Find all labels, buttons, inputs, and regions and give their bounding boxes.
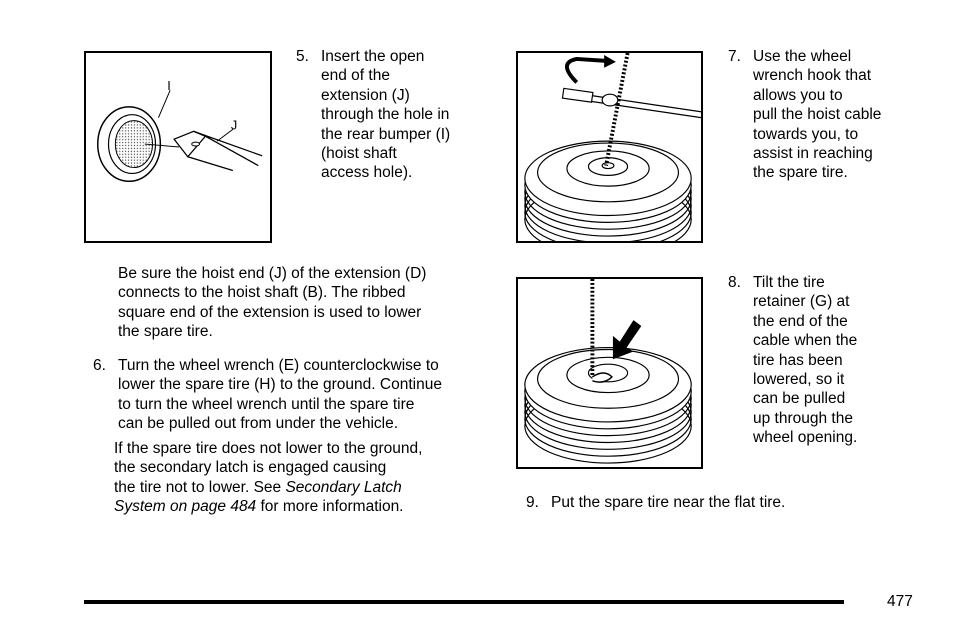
- step-8-line: the end of the: [753, 312, 848, 330]
- wrench-hook-illustration: [518, 53, 701, 241]
- note-line: connects to the hoist shaft (B). The ribbed: [118, 284, 406, 302]
- step-8-line: can be pulled: [753, 390, 846, 408]
- step-9-text: Put the spare tire near the flat tire.: [551, 494, 786, 511]
- step-6: [93, 356, 493, 436]
- step-7-line: wrench hook that: [753, 67, 872, 85]
- label-i: I: [167, 78, 171, 94]
- note-line: [114, 478, 494, 497]
- step-6-number: 6.: [93, 357, 106, 374]
- step-8-number: 8.: [728, 274, 741, 291]
- note-text: the tire not to lower. See: [114, 478, 286, 496]
- step-7-line: allows you to: [753, 86, 843, 104]
- step-7-number: 7.: [728, 48, 741, 65]
- step-7-line: Use the wheel: [753, 48, 852, 65]
- step-5-line: extension (J): [321, 86, 410, 104]
- step-7-line: pull the hoist cable: [753, 106, 882, 124]
- step-8-line: retainer (G) at: [753, 293, 850, 311]
- step-8-line: wheel opening.: [753, 429, 858, 447]
- step-6-line: can be pulled out from under the vehicle.: [118, 415, 399, 433]
- step-8-line: lowered, so it: [753, 371, 845, 389]
- step-8-line: tire has been: [753, 351, 843, 369]
- step-8: [728, 273, 928, 463]
- note-text: for more information.: [256, 498, 404, 516]
- tire-retainer-illustration: [518, 279, 701, 467]
- step-5-line: the rear bumper (I): [321, 125, 451, 143]
- step-9-number: 9.: [526, 494, 539, 511]
- step-5-line: access hole).: [321, 164, 413, 182]
- step-9: [526, 493, 926, 515]
- bumper-extension-illustration: [86, 53, 270, 241]
- note-line: the spare tire.: [118, 323, 213, 341]
- note-line: Be sure the hoist end (J) of the extension (D): [118, 265, 427, 282]
- step-6-line: lower the spare tire (H) to the ground. Continue: [118, 376, 442, 394]
- step-8-line: cable when the: [753, 332, 858, 350]
- step-5-text: [321, 47, 450, 183]
- step-5-line: (hoist shaft: [321, 145, 397, 163]
- note-line: square end of the extension is used to lower: [118, 303, 422, 321]
- step-7: [728, 47, 928, 197]
- step-5-line: end of the: [321, 67, 390, 85]
- step-8-line: up through the: [753, 409, 853, 427]
- note-line: the secondary latch is engaged causing: [114, 459, 387, 477]
- figure-wrench-hook: [516, 51, 703, 243]
- step-6-line: Turn the wheel wrench (E) counterclockwise to: [118, 357, 439, 374]
- cross-reference-link[interactable]: System on page 484: [114, 498, 257, 516]
- step-5: [296, 47, 496, 197]
- note-hoist-end: [118, 264, 498, 342]
- note-line: [114, 497, 494, 516]
- step-7-text: [753, 47, 881, 183]
- step-7-line: the spare tire.: [753, 164, 848, 182]
- step-6-line: to turn the wheel wrench until the spare tire: [118, 395, 415, 413]
- step-6-text: [118, 356, 442, 434]
- step-7-line: assist in reaching: [753, 145, 873, 163]
- step-8-text: [753, 273, 857, 448]
- page-number: 477: [887, 593, 913, 610]
- step-5-line: through the hole in: [321, 106, 450, 124]
- note-line: If the spare tire does not lower to the ground,: [114, 440, 423, 457]
- figure-tire-retainer: [516, 277, 703, 469]
- label-j: J: [230, 117, 238, 133]
- step-5-line: Insert the open: [321, 48, 425, 65]
- footer-rule: [84, 600, 844, 604]
- note-secondary-latch: [114, 439, 494, 517]
- cross-reference-link[interactable]: Secondary Latch: [285, 478, 402, 496]
- step-5-number: 5.: [296, 48, 309, 65]
- step-8-line: Tilt the tire: [753, 274, 825, 291]
- step-7-line: towards you, to: [753, 125, 859, 143]
- figure-bumper-extension: [84, 51, 272, 243]
